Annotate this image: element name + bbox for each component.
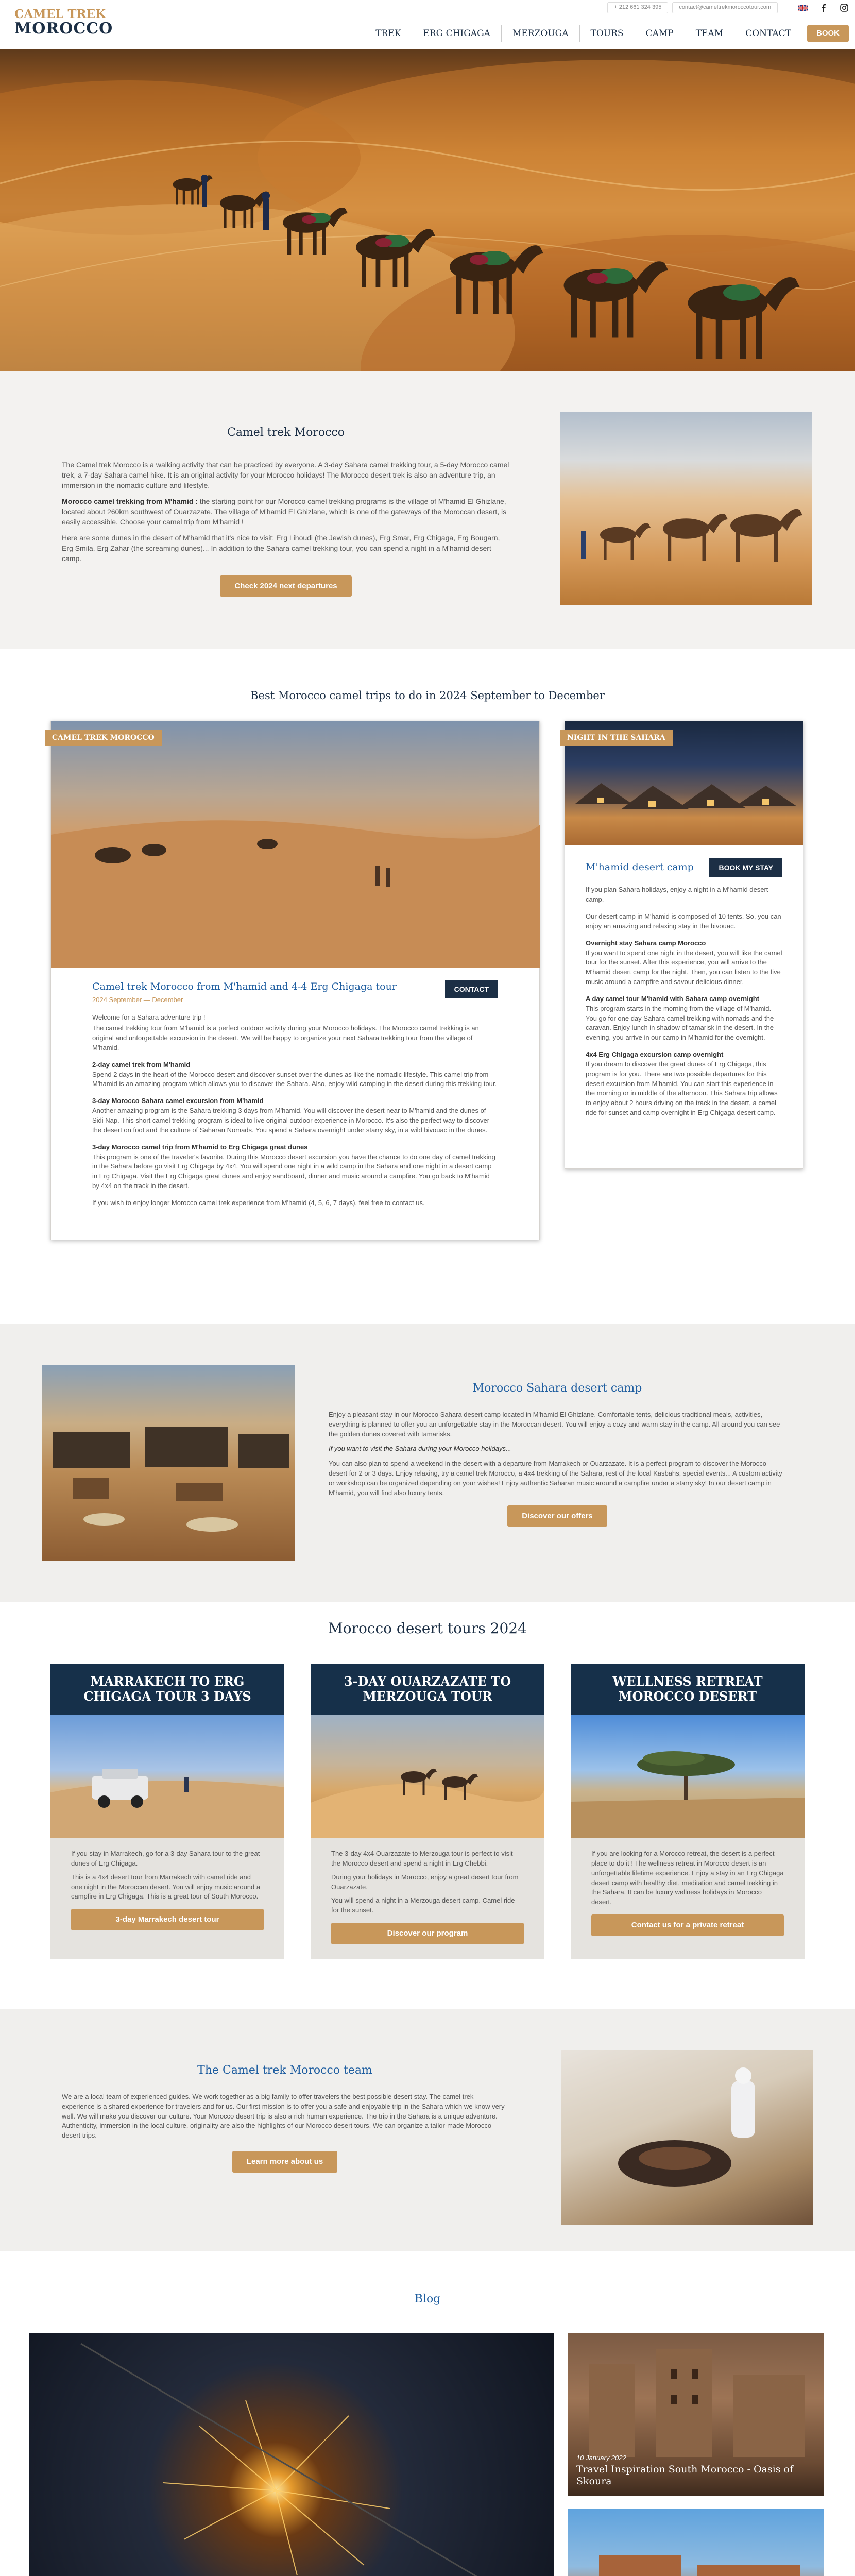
desert-camp-item-text: If you dream to discover the great dunes of Erg Chigaga, this program is for you. There are two possible departures for this desert excursion from M'hamid. You can start this experience in the morning or in middle of the afternoon. This Sahara trip allows to enjoy about 2 hours driving on the track in the desert, a camel ride for sunset and camp overnight in Erg Chigaga desert camp. bbox=[586, 1060, 778, 1117]
intro-section bbox=[0, 371, 855, 649]
camel-trek-item-heading: 3-day Morocco camel trip from M'hamid to Erg Chigaga great dunes bbox=[92, 1143, 308, 1151]
desert-camp-item bbox=[586, 939, 782, 987]
camel-trek-welcome: Welcome for a Sahara adventure trip ! bbox=[92, 1013, 206, 1022]
camel-trek-item bbox=[92, 1096, 498, 1135]
blog-post-side[interactable] bbox=[568, 2333, 824, 2496]
trips-title: Best Morocco camel trips to do in 2024 September to December bbox=[250, 689, 605, 702]
nav-erg-chigaga[interactable]: ERG CHIGAGA bbox=[412, 25, 501, 42]
camel-trek-card bbox=[50, 721, 540, 1240]
camp-image bbox=[42, 1365, 295, 1561]
camel-trek-ribbon: CAMEL TREK MOROCCO bbox=[45, 730, 162, 746]
tour-card-paragraph: You will spend a night in a Merzouga desert camp. Camel ride for the sunset. bbox=[331, 1896, 515, 1914]
site-logo[interactable] bbox=[14, 8, 113, 37]
camel-trek-heading: Camel trek Morocco from M'hamid and 4-4 Erg Chigaga tour bbox=[92, 981, 397, 992]
tour-card-image bbox=[50, 1715, 284, 1838]
desert-camp-item-heading: A day camel tour M'hamid with Sahara camp overnight bbox=[586, 994, 760, 1003]
topbar-email[interactable]: contact@cameltrekmoroccotour.com bbox=[672, 2, 778, 13]
book-button[interactable]: BOOK bbox=[807, 25, 849, 42]
camel-trek-item-heading: 3-day Morocco Sahara camel excursion from M'hamid bbox=[92, 1097, 264, 1105]
nav-camp[interactable]: CAMP bbox=[635, 25, 685, 42]
nav-merzouga[interactable]: MERZOUGA bbox=[502, 25, 580, 42]
intro-title: Camel trek Morocco bbox=[227, 426, 345, 439]
nav-tours[interactable]: TOURS bbox=[580, 25, 635, 42]
desert-camp-card bbox=[565, 721, 803, 1169]
desert-camp-ribbon: NIGHT IN THE SAHARA bbox=[560, 730, 673, 746]
desert-camp-item-heading: Overnight stay Sahara camp Morocco bbox=[586, 939, 706, 947]
tour-card-heading: WELLNESS RETREAT MOROCCO DESERT bbox=[571, 1664, 805, 1715]
blog-post-title: Travel Inspiration South Morocco - Oasis of Skoura bbox=[576, 2463, 793, 2487]
camel-trek-image bbox=[51, 721, 539, 968]
tour-card-button[interactable]: Contact us for a private retreat bbox=[591, 1914, 784, 1936]
intro-text bbox=[62, 425, 510, 597]
desert-camp-item-heading: 4x4 Erg Chigaga excursion camp overnight bbox=[586, 1050, 724, 1059]
camel-trek-intro: The camel trekking tour from M'hamid is a perfect outdoor activity during your Morocco holidays. The Morocco camel trekking is an original and unforgettable excursion in the desert. We will be happy to organize your next Sahara trekking tour from the village of M'hamid. bbox=[92, 1024, 479, 1052]
team-title: The Camel trek Morocco team bbox=[197, 2064, 372, 2077]
camp-paragraph-1: Enjoy a pleasant stay in our Morocco Sahara desert camp located in M'hamid El Ghizlane. Comfortable tents, delicious traditional meals, activities, everything is planned to offer you an unforgettable stay in the Moroccan desert. You will enjoy a cozy and warm stay in the camp. All around you can see the golden dunes covered with tamarisks. bbox=[329, 1410, 780, 1438]
site-header bbox=[0, 0, 855, 49]
learn-more-button[interactable]: Learn more about us bbox=[232, 2151, 337, 2173]
logo-top: CAMEL TREK bbox=[14, 7, 106, 21]
desert-camp-item-text: This program starts in the morning from the village of M'hamid. You go for one day Sahara camel trekking with nomads and the caravan. Enjoy lunch in shadow of tamarisk in the desert. In the evening, you arrive in our camp in M'hamid for the overnight. bbox=[586, 1004, 774, 1042]
intro-paragraph-1: The Camel trek Morocco is a walking activity that can be practiced by everyone. A 3-day Sahara camel trekking tour, a 5-day Morocco camel trek, a 7-day Sahara camel hike. It is an original activity for your Morocco holidays! The Morocco desert trek is also an adventure trip, an immersion in the nomadic culture and lifestyle. bbox=[62, 460, 509, 490]
tour-card-button[interactable]: 3-day Marrakech desert tour bbox=[71, 1909, 264, 1930]
intro-paragraph-2-text: the starting point for our Morocco camel trekking programs is the village of M'hamid El Ghizlane, located about 260km southwest of Ouarzazate. The village of M'hamid El Ghizlane, which is one of the gateways of the Moroccan desert, is easily accessible. Choose your camel trip from M'hamid ! bbox=[62, 497, 507, 527]
nav-contact[interactable]: CONTACT bbox=[745, 28, 791, 39]
intro-paragraph-2 bbox=[62, 496, 510, 528]
blog-post-main[interactable] bbox=[29, 2333, 554, 2576]
tour-card-paragraph: This is a 4x4 desert tour from Marrakech with camel ride and one night in the Moroccan desert. You will enjoy music around a campfire in Erg Chigaga. This is a great tour of South Morocco. bbox=[71, 1873, 261, 1901]
tours-section bbox=[0, 1602, 855, 2009]
instagram-icon[interactable] bbox=[840, 3, 849, 12]
camel-trek-item bbox=[92, 1143, 498, 1191]
logo-bottom: MOROCCO bbox=[14, 20, 113, 38]
camp-paragraph-3: You can also plan to spend a weekend in the desert with a departure from Marrakech or Ouarzazate. It is a perfect program to discover the Morocco desert for 2 or 3 days. Enjoy relaxing, try a camel trek Morocco, a 4x4 trekking of the Sahara, rest of the local Kasbahs, special events... A custom activity or workshop can be organized depending on your wishes! Enjoy authentic Saharan music around a campfire under a starry sky! In our desert camp in M'hamid, you will find also luxury tents. bbox=[329, 1460, 782, 1497]
team-section bbox=[0, 2009, 855, 2251]
book-my-stay-button[interactable]: BOOK MY STAY bbox=[709, 858, 782, 877]
social-links bbox=[798, 3, 849, 12]
team-image bbox=[561, 2050, 813, 2225]
intro-paragraph-3: Here are some dunes in the desert of M'hamid that it's nice to visit: Erg Lihoudi (the Jewish dunes), Erg Smar, Erg Chigaga, Erg Bougarn, Erg Smila, Erg Zahar (the screaming dunes)... In addition to the Sahara camel trekking tour, you can spend a night in a M'hamid desert camp. bbox=[62, 533, 500, 563]
camp-section bbox=[0, 1324, 855, 1602]
blog-post-date: 10 January 2022 bbox=[576, 2454, 626, 2462]
camel-trek-contact-button[interactable]: CONTACT bbox=[445, 980, 498, 998]
nav-team[interactable]: TEAM bbox=[685, 25, 734, 42]
desert-camp-paragraph-2: Our desert camp in M'hamid is composed of 10 tents. So, you can enjoy an amazing and relaxing stay in the bivouac. bbox=[586, 912, 781, 930]
desert-camp-item bbox=[586, 1050, 782, 1118]
uk-flag-icon[interactable] bbox=[798, 3, 808, 12]
topbar bbox=[603, 2, 778, 13]
trips-section bbox=[0, 649, 855, 1324]
tour-card-image bbox=[311, 1715, 544, 1838]
camp-title: Morocco Sahara desert camp bbox=[472, 1382, 642, 1395]
check-departures-button[interactable]: Check 2024 next departures bbox=[220, 575, 351, 597]
tour-card-paragraph: The 3-day 4x4 Ouarzazate to Merzouga tour is perfect to visit the Morocco desert and spend a night in Erg Chebbi. bbox=[331, 1850, 513, 1867]
team-paragraph: We are a local team of experienced guides. We work together as a big family to offer travelers the best possible desert stay. The camel trek experience is a shared experience for travelers and for us. Our first mission is to offer you a safe and enjoyable trip in the Sahara which we know very well. We will make you discover our culture. Your Morocco desert trip is also a rich human experience. The trip in the Sahara is a unique adventure. Authenticity, immersion in the local culture, originality are also the highlights of our Morocco desert tours. We can organize a tailor-made Morocco desert trips. bbox=[62, 2092, 505, 2140]
camel-trek-outro: If you wish to enjoy longer Morocco camel trek experience from M'hamid (4, 5, 6, 7 days), feel free to contact us. bbox=[92, 1198, 425, 1207]
blog-section bbox=[0, 2251, 855, 2576]
desert-camp-paragraph-1: If you plan Sahara holidays, enjoy a night in a M'hamid desert camp. bbox=[586, 886, 768, 904]
camel-trek-item-text: Spend 2 days in the heart of the Morocco desert and discover sunset over the dunes as like the nomadic lifestyle. This camel trip from M'hamid is an amazing program which allows you to discover the Sahara. Also, enjoy wild camping in the desert during this trekking tour. bbox=[92, 1070, 497, 1088]
camp-paragraph-2: If you want to visit the Sahara during your Morocco holidays... bbox=[329, 1445, 511, 1453]
tour-card-ouarzazate bbox=[311, 1664, 544, 1959]
camel-trek-item-heading: 2-day camel trek from M'hamid bbox=[92, 1060, 191, 1069]
hero-image bbox=[0, 49, 855, 371]
blog-title: Blog bbox=[414, 2293, 441, 2306]
tour-card-marrakech bbox=[50, 1664, 284, 1959]
intro-paragraph-2-bold: Morocco camel trekking from M'hamid : bbox=[62, 497, 198, 505]
intro-camel-image bbox=[560, 412, 812, 605]
blog-post-side[interactable] bbox=[568, 2509, 824, 2576]
tour-card-wellness bbox=[571, 1664, 805, 1959]
main-nav bbox=[365, 25, 849, 42]
camel-caravan bbox=[0, 49, 855, 371]
tour-card-button[interactable]: Discover our program bbox=[331, 1923, 524, 1944]
desert-camp-item-text: If you want to spend one night in the desert, you will like the camel tour for the sunset. After this experience, you will arrive to the M'hamid desert camp for the night. Then, you can listen to the live music around a campfire and savour delicious dinner. bbox=[586, 948, 782, 986]
tour-card-paragraph: During your holidays in Morocco, enjoy a great desert tour from Ouarzazate. bbox=[331, 1873, 519, 1891]
camel-trek-dates: 2024 September — December bbox=[92, 995, 183, 1004]
tour-card-heading: 3-DAY OUARZAZATE TO MERZOUGA TOUR bbox=[311, 1664, 544, 1715]
tour-card-image bbox=[571, 1715, 805, 1838]
desert-camp-heading: M'hamid desert camp bbox=[586, 861, 694, 873]
camel-trek-item-text: This program is one of the traveler's favorite. During this Morocco desert excursion you have the chance to do one day of camel trekking in the Sahara before go visit Erg Chigaga by 4x4. You will spend one night in a wild camp in the Sahara and one night in a desert camp in Erg Chigaga. Visit the Erg Chigaga great dunes and enjoy sandboard, dinner and music around a campfire. You go back to M'hamid by 4x4 on the track in the desert. bbox=[92, 1153, 495, 1190]
tour-card-paragraph: If you are looking for a Morocco retreat, the desert is a perfect place to do it ! The wellness retreat in Morocco desert is an unforgettable lifetime experience. Enjoy a stay in an Erg Chigaga desert camp with healthy diet, meditation and camel trekking in the Sahara. It can be luxury wellness holidays in Morocco desert. bbox=[591, 1850, 784, 1906]
camel-trek-item bbox=[92, 1060, 498, 1090]
topbar-phone[interactable]: + 212 661 324 395 bbox=[607, 2, 668, 13]
discover-offers-button[interactable]: Discover our offers bbox=[507, 1505, 607, 1527]
facebook-icon[interactable] bbox=[819, 3, 828, 12]
camel-trek-item-text: Another amazing program is the Sahara trekking 3 days from M'hamid. You will discover the desert near to M'hamid and the dunes of Sidi Nap. This short camel trekking program is ideal to live original outdoor experience in Morocco. It's also the perfect way to discover the desert on foot and the culture of Saharan Nomads. You spend a Sahara overnight under starry sky, in a wild bivouac in the dunes. bbox=[92, 1107, 490, 1134]
tour-card-paragraph: If you stay in Marrakech, go for a 3-day Sahara tour to the great dunes of Erg Chigaga. bbox=[71, 1850, 260, 1867]
tours-title: Morocco desert tours 2024 bbox=[328, 1620, 527, 1637]
desert-camp-item bbox=[586, 994, 782, 1043]
tour-card-heading: MARRAKECH TO ERG CHIGAGA TOUR 3 DAYS bbox=[50, 1664, 284, 1715]
nav-trek[interactable]: TREK bbox=[365, 25, 412, 42]
